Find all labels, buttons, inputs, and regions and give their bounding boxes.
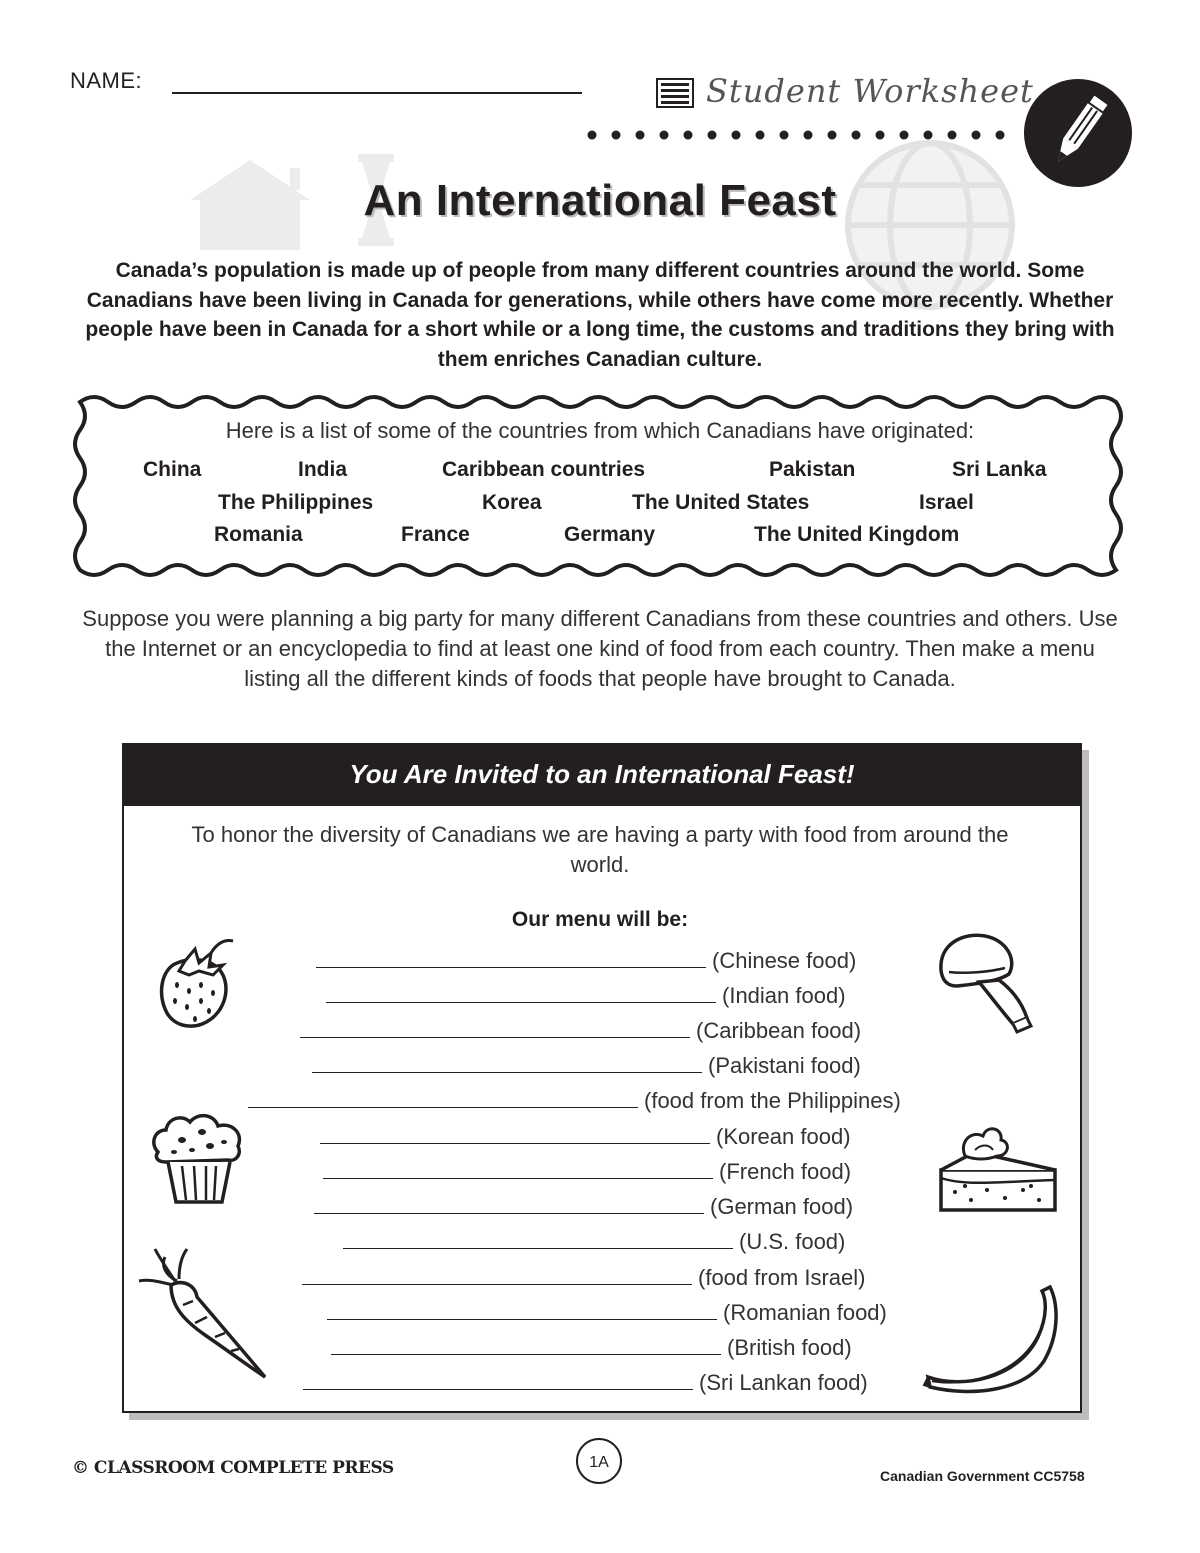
menu-blank-line[interactable] <box>323 1178 713 1179</box>
country-item: Romania <box>214 523 303 546</box>
strawberry-icon <box>155 935 240 1035</box>
country-item: The United Kingdom <box>754 523 960 546</box>
book-code: Canadian Government CC5758 <box>880 1468 1085 1484</box>
country-item: Caribbean countries <box>442 458 646 481</box>
menu-row <box>316 944 856 974</box>
cake-slice-icon <box>935 1120 1065 1220</box>
menu-row <box>331 1331 852 1361</box>
page-number: 1A <box>576 1438 622 1484</box>
menu-blank-line[interactable] <box>248 1107 638 1108</box>
carrot-icon <box>135 1245 275 1385</box>
menu-blank-line[interactable] <box>327 1319 717 1320</box>
menu-row <box>302 1261 866 1291</box>
menu-row <box>300 1014 861 1044</box>
menu-row <box>327 1296 887 1326</box>
country-item: India <box>298 458 348 481</box>
menu-item-label: (Romanian food) <box>723 1300 887 1325</box>
menu-blank-line[interactable] <box>320 1143 710 1144</box>
menu-blank-line[interactable] <box>331 1354 721 1355</box>
menu-row <box>320 1120 851 1150</box>
menu-blank-line[interactable] <box>316 967 706 968</box>
menu-row <box>323 1155 851 1185</box>
menu-item-label: (Indian food) <box>722 983 846 1008</box>
menu-item-label: (German food) <box>710 1194 854 1219</box>
country-item: Israel <box>919 491 974 514</box>
menu-item-label: (Korean food) <box>716 1124 851 1149</box>
menu-blank-line[interactable] <box>300 1037 690 1038</box>
menu-row <box>343 1225 845 1255</box>
country-item: China <box>143 458 202 481</box>
name-label: NAME: <box>70 68 143 93</box>
publisher-credit: © CLASSROOM COMPLETE PRESS <box>72 1458 394 1478</box>
menu-item-label: (food from Israel) <box>698 1265 866 1290</box>
country-item: The Philippines <box>218 491 374 514</box>
menu-row <box>326 979 846 1009</box>
page-title: An International Feast <box>363 176 837 225</box>
menu-blank-line[interactable] <box>302 1284 692 1285</box>
country-item: Korea <box>482 491 542 514</box>
menu-item-label: (British food) <box>727 1335 852 1360</box>
country-item: Germany <box>564 523 656 546</box>
country-item: The United States <box>632 491 810 514</box>
worksheet-label: Student Worksheet <box>706 72 1034 110</box>
mushroom-icon <box>935 930 1035 1035</box>
menu-item-label: (French food) <box>719 1159 852 1184</box>
invitation-heading: You Are Invited to an International Feast! <box>122 743 1082 806</box>
menu-item-label: (Chinese food) <box>712 948 857 973</box>
instructions-paragraph: Suppose you were planning a big party for many different Canadians from these countries and others. Use the Internet or an encyclopedia to find at least one kind of food from each country. Then make a menu listing all the different kinds of foods that people have brought to Canada. <box>82 606 1118 691</box>
country-item: Sri Lanka <box>952 458 1047 481</box>
banana-icon <box>922 1285 1062 1400</box>
menu-item-label: (Pakistani food) <box>708 1053 861 1078</box>
menu-blank-line[interactable] <box>343 1248 733 1249</box>
intro-paragraph: Canada’s population is made up of people from many different countries around the world. Some Canadians have been living in Canada for generations, while others have come more recently. Whether people have been in Canada for a short while or a long time, the customs and traditions they bring with them enriches Canadian culture. <box>85 259 1115 371</box>
worksheet-icon <box>656 78 694 108</box>
menu-row <box>314 1190 853 1220</box>
menu-row <box>248 1084 901 1114</box>
menu-row <box>303 1366 868 1396</box>
name-line <box>172 92 582 94</box>
menu-row <box>312 1049 861 1079</box>
country-item: France <box>401 523 470 546</box>
menu-blank-line[interactable] <box>303 1389 693 1390</box>
invitation-text: To honor the diversity of Canadians we are having a party with food from around the world. <box>191 822 1009 877</box>
country-list-intro: Here is a list of some of the countries from which Canadians have originated: <box>225 418 975 443</box>
menu-blank-line[interactable] <box>314 1213 704 1214</box>
muffin-icon <box>148 1108 248 1208</box>
menu-item-label: (Sri Lankan food) <box>699 1370 868 1395</box>
menu-item-label: (food from the Philippines) <box>644 1088 901 1113</box>
menu-blank-line[interactable] <box>326 1002 716 1003</box>
menu-heading: Our menu will be: <box>511 908 689 931</box>
menu-item-label: (U.S. food) <box>739 1229 846 1254</box>
country-item: Pakistan <box>769 458 856 481</box>
menu-item-label: (Caribbean food) <box>696 1018 862 1043</box>
menu-blank-line[interactable] <box>312 1072 702 1073</box>
